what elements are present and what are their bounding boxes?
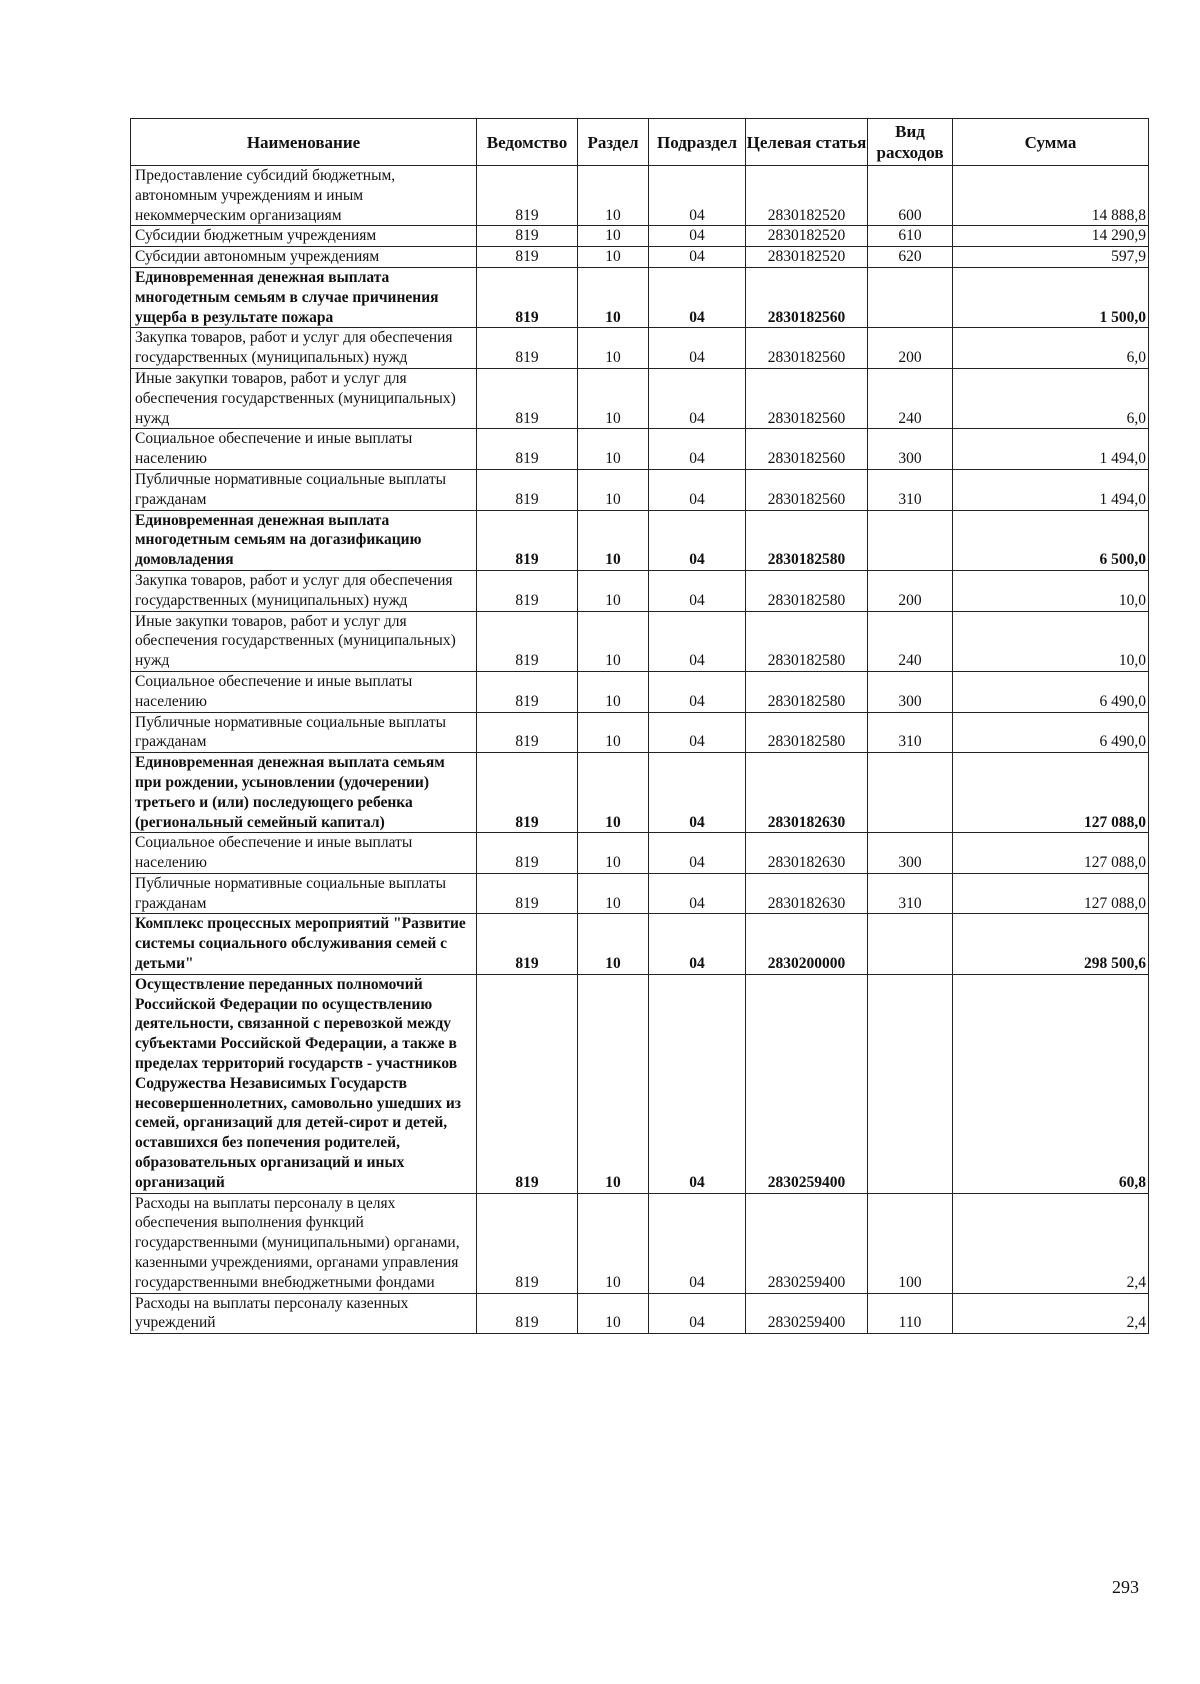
cell-subsection: 04 xyxy=(649,974,746,1193)
cell-target: 2830259400 xyxy=(746,1293,868,1334)
cell-kind: 310 xyxy=(868,873,953,914)
table-row xyxy=(131,226,1149,247)
cell-target: 2830182520 xyxy=(746,166,868,226)
header-sum: Сумма xyxy=(953,119,1149,166)
cell-subsection: 04 xyxy=(649,166,746,226)
cell-name: Комплекс процессных мероприятий "Развитие системы социального обслуживания семей с детьми" xyxy=(131,914,477,974)
cell-section: 10 xyxy=(578,712,649,753)
cell-target: 2830182580 xyxy=(746,510,868,570)
cell-section: 10 xyxy=(578,429,649,470)
cell-target: 2830259400 xyxy=(746,1193,868,1293)
cell-dept: 819 xyxy=(477,328,578,369)
cell-name: Единовременная денежная выплата многодетным семьям в случае причинения ущерба в результате пожара xyxy=(131,267,477,327)
table-row xyxy=(131,570,1149,611)
cell-name: Единовременная денежная выплата многодетным семьям на догазификацию домовладения xyxy=(131,510,477,570)
cell-section: 10 xyxy=(578,570,649,611)
cell-sum: 127 088,0 xyxy=(953,833,1149,874)
cell-subsection: 04 xyxy=(649,1193,746,1293)
cell-name: Иные закупки товаров, работ и услуг для обеспечения государственных (муниципальных) нужд xyxy=(131,611,477,671)
cell-subsection: 04 xyxy=(649,247,746,268)
cell-dept: 819 xyxy=(477,226,578,247)
table-row xyxy=(131,328,1149,369)
cell-dept: 819 xyxy=(477,873,578,914)
cell-name: Социальное обеспечение и иные выплаты населению xyxy=(131,429,477,470)
header-row xyxy=(131,119,1149,166)
cell-dept: 819 xyxy=(477,368,578,428)
cell-dept: 819 xyxy=(477,247,578,268)
cell-kind xyxy=(868,753,953,833)
cell-target: 2830182560 xyxy=(746,469,868,510)
cell-kind: 200 xyxy=(868,328,953,369)
cell-kind: 200 xyxy=(868,570,953,611)
cell-kind: 310 xyxy=(868,469,953,510)
table-row xyxy=(131,914,1149,974)
cell-kind xyxy=(868,914,953,974)
cell-section: 10 xyxy=(578,469,649,510)
cell-target: 2830182580 xyxy=(746,712,868,753)
cell-subsection: 04 xyxy=(649,510,746,570)
cell-name: Расходы на выплаты персоналу в целях обеспечения выполнения функций государственными (муниципальными) органами, казенными учреждениями, органами управления государственными внебюджетными фондами xyxy=(131,1193,477,1293)
cell-kind: 240 xyxy=(868,611,953,671)
cell-target: 2830182580 xyxy=(746,671,868,712)
cell-target: 2830182520 xyxy=(746,226,868,247)
cell-section: 10 xyxy=(578,226,649,247)
cell-kind: 240 xyxy=(868,368,953,428)
cell-kind: 300 xyxy=(868,671,953,712)
cell-sum: 127 088,0 xyxy=(953,873,1149,914)
cell-sum: 6,0 xyxy=(953,328,1149,369)
cell-kind: 300 xyxy=(868,429,953,470)
cell-dept: 819 xyxy=(477,974,578,1193)
table-row xyxy=(131,712,1149,753)
cell-kind xyxy=(868,974,953,1193)
cell-subsection: 04 xyxy=(649,873,746,914)
table-row xyxy=(131,671,1149,712)
cell-subsection: 04 xyxy=(649,833,746,874)
page-number: 293 xyxy=(1112,1577,1139,1597)
cell-dept: 819 xyxy=(477,671,578,712)
cell-target: 2830182560 xyxy=(746,328,868,369)
cell-dept: 819 xyxy=(477,166,578,226)
table-row xyxy=(131,368,1149,428)
cell-name: Предоставление субсидий бюджетным, автономным учреждениям и иным некоммерческим организациям xyxy=(131,166,477,226)
cell-target: 2830182630 xyxy=(746,873,868,914)
cell-name: Закупка товаров, работ и услуг для обеспечения государственных (муниципальных) нужд xyxy=(131,570,477,611)
table-row xyxy=(131,166,1149,226)
cell-target: 2830182560 xyxy=(746,429,868,470)
cell-section: 10 xyxy=(578,166,649,226)
table-row xyxy=(131,873,1149,914)
cell-dept: 819 xyxy=(477,833,578,874)
header-target: Целевая статья xyxy=(746,119,868,166)
cell-subsection: 04 xyxy=(649,328,746,369)
cell-kind: 620 xyxy=(868,247,953,268)
table-row xyxy=(131,753,1149,833)
cell-target: 2830200000 xyxy=(746,914,868,974)
cell-name: Расходы на выплаты персоналу казенных учреждений xyxy=(131,1293,477,1334)
cell-dept: 819 xyxy=(477,429,578,470)
cell-sum: 2,4 xyxy=(953,1193,1149,1293)
cell-dept: 819 xyxy=(477,1193,578,1293)
cell-kind xyxy=(868,510,953,570)
cell-sum: 60,8 xyxy=(953,974,1149,1193)
cell-sum: 2,4 xyxy=(953,1293,1149,1334)
cell-subsection: 04 xyxy=(649,753,746,833)
cell-section: 10 xyxy=(578,510,649,570)
header-section: Раздел xyxy=(578,119,649,166)
table-row xyxy=(131,1193,1149,1293)
cell-subsection: 04 xyxy=(649,914,746,974)
table-body xyxy=(131,166,1149,1334)
cell-sum: 1 494,0 xyxy=(953,469,1149,510)
cell-subsection: 04 xyxy=(649,671,746,712)
cell-section: 10 xyxy=(578,914,649,974)
header-kind: Вид расходов xyxy=(868,119,953,166)
cell-dept: 819 xyxy=(477,753,578,833)
cell-name: Социальное обеспечение и иные выплаты населению xyxy=(131,671,477,712)
cell-section: 10 xyxy=(578,974,649,1193)
cell-target: 2830182520 xyxy=(746,247,868,268)
cell-kind: 300 xyxy=(868,833,953,874)
cell-subsection: 04 xyxy=(649,469,746,510)
cell-sum: 127 088,0 xyxy=(953,753,1149,833)
table-row xyxy=(131,611,1149,671)
cell-subsection: 04 xyxy=(649,429,746,470)
cell-dept: 819 xyxy=(477,712,578,753)
cell-name: Публичные нормативные социальные выплаты гражданам xyxy=(131,469,477,510)
cell-kind: 310 xyxy=(868,712,953,753)
table-row xyxy=(131,833,1149,874)
cell-section: 10 xyxy=(578,611,649,671)
cell-target: 2830259400 xyxy=(746,974,868,1193)
cell-dept: 819 xyxy=(477,914,578,974)
cell-subsection: 04 xyxy=(649,226,746,247)
cell-sum: 6 500,0 xyxy=(953,510,1149,570)
cell-section: 10 xyxy=(578,671,649,712)
cell-target: 2830182580 xyxy=(746,570,868,611)
table-row xyxy=(131,247,1149,268)
table-row xyxy=(131,429,1149,470)
cell-name: Осуществление переданных полномочий Российской Федерации по осуществлению деятельности, связанной с перевозкой между субъектами Российской Федерации, а также в пределах территорий государств - участников Содружества Независимых Государств несовершеннолетних, самовольно ушедших из семей, организаций для детей-сирот и детей, оставшихся без попечения родителей, образовательных организаций и иных организаций xyxy=(131,974,477,1193)
cell-section: 10 xyxy=(578,1193,649,1293)
cell-target: 2830182580 xyxy=(746,611,868,671)
cell-name: Публичные нормативные социальные выплаты гражданам xyxy=(131,873,477,914)
cell-sum: 10,0 xyxy=(953,611,1149,671)
cell-dept: 819 xyxy=(477,611,578,671)
cell-section: 10 xyxy=(578,368,649,428)
cell-name: Публичные нормативные социальные выплаты гражданам xyxy=(131,712,477,753)
table-row xyxy=(131,974,1149,1193)
cell-kind: 610 xyxy=(868,226,953,247)
cell-section: 10 xyxy=(578,1293,649,1334)
cell-name: Социальное обеспечение и иные выплаты населению xyxy=(131,833,477,874)
cell-kind: 100 xyxy=(868,1193,953,1293)
cell-sum: 6 490,0 xyxy=(953,712,1149,753)
cell-sum: 298 500,6 xyxy=(953,914,1149,974)
cell-name: Субсидии бюджетным учреждениям xyxy=(131,226,477,247)
cell-sum: 6 490,0 xyxy=(953,671,1149,712)
cell-sum: 1 494,0 xyxy=(953,429,1149,470)
cell-sum: 1 500,0 xyxy=(953,267,1149,327)
cell-kind: 600 xyxy=(868,166,953,226)
table-row xyxy=(131,267,1149,327)
cell-section: 10 xyxy=(578,753,649,833)
header-subsection: Подраздел xyxy=(649,119,746,166)
cell-section: 10 xyxy=(578,833,649,874)
cell-dept: 819 xyxy=(477,570,578,611)
cell-subsection: 04 xyxy=(649,712,746,753)
table-row xyxy=(131,510,1149,570)
cell-subsection: 04 xyxy=(649,570,746,611)
cell-subsection: 04 xyxy=(649,1293,746,1334)
cell-name: Иные закупки товаров, работ и услуг для обеспечения государственных (муниципальных) нужд xyxy=(131,368,477,428)
cell-dept: 819 xyxy=(477,267,578,327)
cell-subsection: 04 xyxy=(649,267,746,327)
cell-name: Единовременная денежная выплата семьям при рождении, усыновлении (удочерении) третьего и (или) последующего ребенка (региональный семейный капитал) xyxy=(131,753,477,833)
table-row xyxy=(131,469,1149,510)
cell-dept: 819 xyxy=(477,510,578,570)
cell-sum: 14 290,9 xyxy=(953,226,1149,247)
cell-target: 2830182630 xyxy=(746,833,868,874)
header-name: Наименование xyxy=(131,119,477,166)
cell-sum: 10,0 xyxy=(953,570,1149,611)
cell-dept: 819 xyxy=(477,469,578,510)
cell-sum: 597,9 xyxy=(953,247,1149,268)
cell-section: 10 xyxy=(578,247,649,268)
cell-section: 10 xyxy=(578,873,649,914)
cell-kind xyxy=(868,267,953,327)
table-row xyxy=(131,1293,1149,1334)
cell-name: Закупка товаров, работ и услуг для обеспечения государственных (муниципальных) нужд xyxy=(131,328,477,369)
cell-dept: 819 xyxy=(477,1293,578,1334)
cell-target: 2830182560 xyxy=(746,267,868,327)
cell-subsection: 04 xyxy=(649,611,746,671)
cell-subsection: 04 xyxy=(649,368,746,428)
budget-table xyxy=(130,118,1149,1334)
cell-kind: 110 xyxy=(868,1293,953,1334)
cell-sum: 14 888,8 xyxy=(953,166,1149,226)
cell-section: 10 xyxy=(578,267,649,327)
cell-section: 10 xyxy=(578,328,649,369)
cell-target: 2830182630 xyxy=(746,753,868,833)
header-dept: Ведомство xyxy=(477,119,578,166)
cell-target: 2830182560 xyxy=(746,368,868,428)
cell-sum: 6,0 xyxy=(953,368,1149,428)
cell-name: Субсидии автономным учреждениям xyxy=(131,247,477,268)
